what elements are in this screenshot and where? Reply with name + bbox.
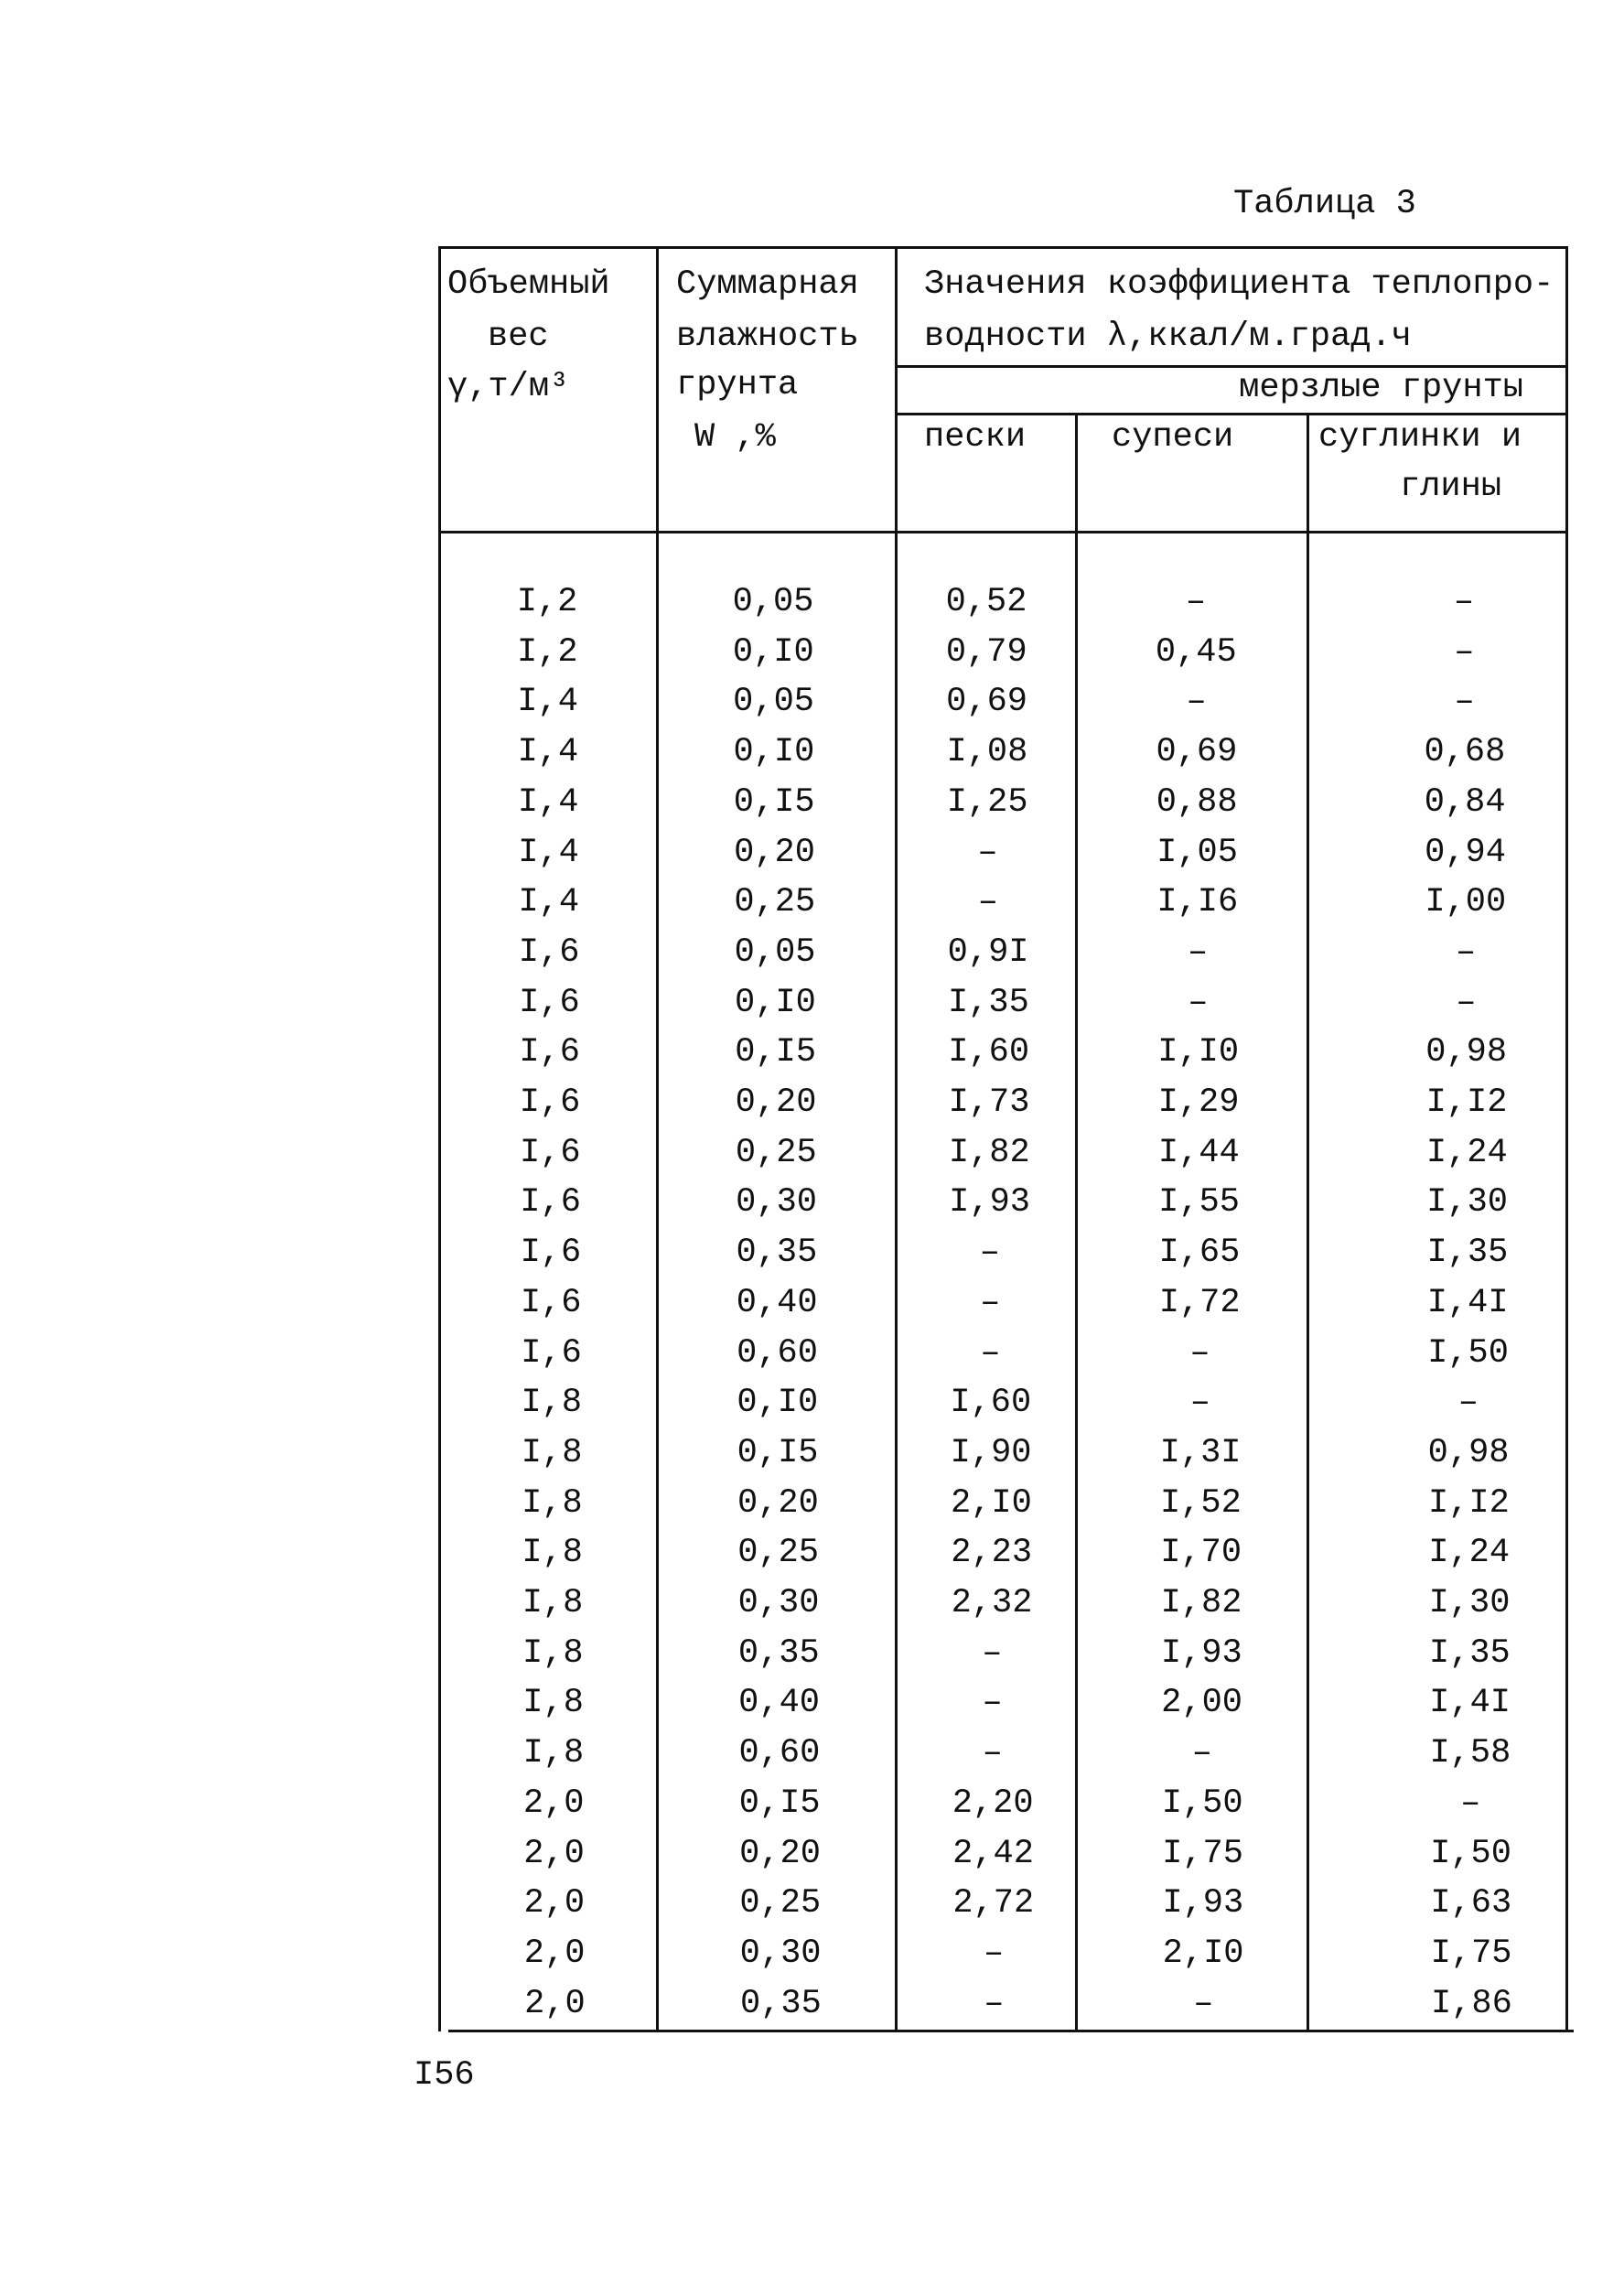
cell-volume-weight: I,8 bbox=[522, 1734, 585, 1773]
cell-sandy-loams: – bbox=[1187, 932, 1209, 972]
cell-volume-weight: I,8 bbox=[521, 1433, 583, 1472]
cell-moisture: 0,I0 bbox=[737, 1384, 819, 1423]
cell-sands: 2,23 bbox=[951, 1534, 1033, 1573]
cell-volume-weight: I,4 bbox=[517, 733, 579, 772]
cell-loams-clays: – bbox=[1457, 1384, 1479, 1423]
cell-volume-weight: I,4 bbox=[517, 683, 578, 722]
cell-loams-clays: I,30 bbox=[1426, 1183, 1509, 1223]
cell-sandy-loams: I,52 bbox=[1159, 1483, 1242, 1523]
cell-moisture: 0,35 bbox=[737, 1633, 820, 1673]
cell-volume-weight: I,6 bbox=[519, 1133, 581, 1172]
table-top-border bbox=[438, 246, 1567, 249]
column-divider-4 bbox=[1307, 413, 1309, 2031]
cell-loams-clays: I,I2 bbox=[1425, 1083, 1508, 1122]
cell-volume-weight: I,6 bbox=[520, 1283, 582, 1322]
cell-sands: 0,52 bbox=[945, 583, 1027, 621]
cell-sands: I,35 bbox=[947, 983, 1029, 1022]
cell-loams-clays: – bbox=[1456, 983, 1477, 1022]
cell-loams-clays: I,4I bbox=[1429, 1684, 1511, 1723]
table-right-border bbox=[1565, 246, 1568, 2031]
cell-volume-weight: I,8 bbox=[522, 1633, 584, 1673]
cell-sandy-loams: 0,88 bbox=[1156, 782, 1238, 822]
cell-moisture: 0,I5 bbox=[738, 1783, 821, 1823]
header-divider-group bbox=[895, 365, 1567, 368]
cell-moisture: 0,60 bbox=[737, 1333, 818, 1373]
cell-sands: I,60 bbox=[950, 1384, 1032, 1423]
cell-sandy-loams: I,55 bbox=[1158, 1183, 1241, 1223]
cell-moisture: 0,I5 bbox=[737, 1433, 819, 1472]
header-bottom-border bbox=[438, 531, 1567, 533]
header-moisture: грунта bbox=[676, 366, 799, 404]
cell-loams-clays: 0,98 bbox=[1425, 1033, 1508, 1072]
cell-moisture: 0,25 bbox=[737, 1534, 820, 1573]
page-number: I56 bbox=[414, 2056, 475, 2095]
cell-sands: 0,69 bbox=[946, 683, 1028, 722]
cell-sandy-loams: I,05 bbox=[1156, 833, 1238, 872]
cell-moisture: 0,25 bbox=[735, 1133, 817, 1172]
cell-loams-clays: I,35 bbox=[1428, 1633, 1511, 1673]
cell-sands: I,90 bbox=[950, 1433, 1032, 1472]
cell-moisture: 0,05 bbox=[732, 583, 814, 621]
cell-volume-weight: 2,0 bbox=[524, 1984, 586, 2023]
cell-sands: 2,I0 bbox=[950, 1483, 1032, 1523]
cell-sands: 2,32 bbox=[951, 1584, 1033, 1622]
cell-sandy-loams: I,29 bbox=[1157, 1083, 1240, 1122]
cell-moisture: 0,30 bbox=[736, 1183, 818, 1223]
cell-loams-clays: I,24 bbox=[1425, 1133, 1508, 1172]
cell-sandy-loams: I,44 bbox=[1157, 1133, 1240, 1172]
table-label: Таблица 3 bbox=[1233, 185, 1416, 223]
cell-sandy-loams: I,I6 bbox=[1156, 883, 1239, 922]
cell-sandy-loams: I,50 bbox=[1161, 1783, 1243, 1823]
cell-sands: I,73 bbox=[948, 1083, 1030, 1122]
header-divider-subgroup bbox=[895, 413, 1567, 415]
cell-sandy-loams: 0,69 bbox=[1156, 733, 1238, 772]
cell-moisture: 0,20 bbox=[735, 1083, 817, 1122]
cell-volume-weight: I,8 bbox=[522, 1483, 583, 1523]
cell-sands: 2,42 bbox=[952, 1834, 1034, 1873]
cell-moisture: 0,35 bbox=[739, 1984, 822, 2023]
header-group-title: водности λ,ккал/м.град.ч bbox=[924, 318, 1412, 356]
cell-sands: – bbox=[980, 1333, 1001, 1373]
cell-sandy-loams: 2,I0 bbox=[1162, 1934, 1244, 1973]
cell-volume-weight: I,2 bbox=[516, 632, 578, 672]
cell-volume-weight: I,6 bbox=[520, 1183, 581, 1223]
cell-sandy-loams: I,3I bbox=[1159, 1433, 1242, 1472]
header-moisture-unit: W ,% bbox=[694, 418, 776, 457]
cell-sandy-loams: – bbox=[1188, 983, 1209, 1022]
cell-moisture: 0,60 bbox=[738, 1734, 821, 1773]
cell-loams-clays: 0,68 bbox=[1424, 733, 1506, 772]
cell-volume-weight: I,4 bbox=[518, 833, 579, 872]
cell-sands: – bbox=[977, 833, 998, 872]
cell-sandy-loams: I,75 bbox=[1162, 1834, 1243, 1873]
cell-sandy-loams: – bbox=[1191, 1734, 1212, 1773]
header-moisture: влажность bbox=[676, 318, 859, 356]
cell-sands: 2,20 bbox=[952, 1783, 1034, 1823]
cell-sandy-loams: I,93 bbox=[1162, 1884, 1244, 1923]
cell-loams-clays: I,50 bbox=[1430, 1834, 1511, 1873]
cell-moisture: 0,20 bbox=[739, 1834, 821, 1873]
cell-volume-weight: 2,0 bbox=[522, 1783, 585, 1823]
cell-volume-weight: I,8 bbox=[522, 1684, 584, 1723]
cell-moisture: 0,I0 bbox=[732, 632, 814, 672]
cell-sandy-loams: – bbox=[1193, 1984, 1214, 2023]
cell-volume-weight: I,6 bbox=[519, 1083, 581, 1122]
cell-loams-clays: – bbox=[1460, 1783, 1481, 1823]
cell-loams-clays: I,00 bbox=[1425, 883, 1507, 922]
cell-sandy-loams: 2,00 bbox=[1161, 1684, 1243, 1723]
header-loams-clays: суглинки и bbox=[1318, 418, 1522, 457]
cell-sands: 2,72 bbox=[952, 1884, 1035, 1923]
header-volume-weight-unit: γ,т/м³ bbox=[447, 368, 570, 406]
cell-moisture: 0,30 bbox=[737, 1584, 820, 1622]
cell-volume-weight: 2,0 bbox=[523, 1934, 586, 1973]
cell-volume-weight: I,8 bbox=[522, 1534, 583, 1573]
cell-moisture: 0,20 bbox=[734, 833, 815, 872]
cell-loams-clays: – bbox=[1453, 583, 1475, 621]
table-bottom-border bbox=[448, 2030, 1574, 2032]
cell-sandy-loams: I,93 bbox=[1160, 1633, 1242, 1673]
cell-loams-clays: – bbox=[1454, 632, 1475, 672]
cell-volume-weight: I,2 bbox=[516, 583, 578, 621]
cell-sands: I,25 bbox=[946, 782, 1028, 822]
cell-loams-clays: 0,84 bbox=[1424, 782, 1506, 822]
cell-sands: I,08 bbox=[946, 733, 1028, 772]
cell-loams-clays: I,50 bbox=[1427, 1333, 1509, 1373]
cell-sandy-loams: – bbox=[1189, 1384, 1210, 1423]
cell-volume-weight: I,6 bbox=[520, 1234, 582, 1273]
cell-volume-weight: I,6 bbox=[521, 1333, 582, 1373]
cell-volume-weight: I,8 bbox=[521, 1384, 583, 1423]
cell-volume-weight: I,8 bbox=[522, 1584, 584, 1622]
cell-volume-weight: I,6 bbox=[519, 983, 580, 1022]
cell-moisture: 0,I0 bbox=[733, 733, 815, 772]
cell-sandy-loams: I,72 bbox=[1158, 1283, 1241, 1322]
cell-volume-weight: 2,0 bbox=[523, 1884, 586, 1923]
cell-sands: I,82 bbox=[948, 1133, 1030, 1172]
cell-moisture: 0,30 bbox=[739, 1934, 822, 1973]
cell-sandy-loams: I,82 bbox=[1160, 1584, 1242, 1622]
cell-sandy-loams: – bbox=[1189, 1333, 1210, 1373]
cell-loams-clays: I,4I bbox=[1426, 1283, 1509, 1322]
cell-sands: – bbox=[980, 1283, 1001, 1322]
cell-sands: 0,9I bbox=[947, 932, 1029, 972]
table-left-border bbox=[438, 246, 441, 2031]
cell-moisture: 0,25 bbox=[739, 1884, 822, 1923]
cell-sands: – bbox=[982, 1684, 1003, 1723]
cell-moisture: 0,20 bbox=[737, 1483, 819, 1523]
cell-loams-clays: I,24 bbox=[1428, 1534, 1511, 1573]
header-sandy-loams: супеси bbox=[1112, 418, 1234, 457]
column-divider-3 bbox=[1075, 413, 1078, 2031]
cell-volume-weight: I,4 bbox=[517, 782, 579, 822]
cell-sandy-loams: 0,45 bbox=[1155, 632, 1237, 672]
cell-loams-clays: I,58 bbox=[1429, 1734, 1511, 1773]
header-volume-weight: вес bbox=[488, 318, 549, 356]
cell-sands: – bbox=[982, 1734, 1003, 1773]
cell-sands: I,60 bbox=[948, 1033, 1030, 1072]
column-divider-2 bbox=[895, 246, 898, 2031]
cell-moisture: 0,40 bbox=[738, 1684, 821, 1723]
cell-moisture: 0,40 bbox=[736, 1283, 818, 1322]
cell-sandy-loams: – bbox=[1185, 583, 1207, 621]
header-group-title: Значения коэффициента теплопро- bbox=[924, 265, 1554, 304]
header-volume-weight: Объемный bbox=[447, 265, 610, 304]
cell-sands: – bbox=[977, 883, 998, 922]
cell-loams-clays: I,30 bbox=[1428, 1584, 1511, 1622]
cell-sands: – bbox=[983, 1934, 1005, 1973]
cell-sands: – bbox=[982, 1633, 1003, 1673]
cell-volume-weight: I,6 bbox=[518, 932, 580, 972]
cell-moisture: 0,25 bbox=[734, 883, 816, 922]
cell-volume-weight: I,4 bbox=[518, 883, 580, 922]
cell-moisture: 0,I5 bbox=[735, 1033, 817, 1072]
cell-moisture: 0,05 bbox=[733, 683, 815, 722]
cell-moisture: 0,I0 bbox=[734, 983, 816, 1022]
cell-loams-clays: I,I2 bbox=[1427, 1483, 1510, 1523]
cell-loams-clays: 0,98 bbox=[1427, 1433, 1510, 1472]
cell-loams-clays: I,75 bbox=[1430, 1934, 1512, 1973]
cell-loams-clays: I,35 bbox=[1426, 1234, 1509, 1273]
cell-sandy-loams: I,65 bbox=[1158, 1234, 1241, 1273]
cell-moisture: 0,35 bbox=[736, 1234, 818, 1273]
header-moisture: Суммарная bbox=[676, 265, 859, 304]
cell-loams-clays: I,86 bbox=[1430, 1984, 1512, 2023]
header-subgroup: мерзлые грунты bbox=[1239, 369, 1523, 407]
column-divider-1 bbox=[656, 246, 659, 2031]
cell-sands: – bbox=[984, 1984, 1005, 2023]
cell-loams-clays: 0,94 bbox=[1425, 833, 1506, 872]
cell-sandy-loams: I,I0 bbox=[1157, 1033, 1240, 1072]
cell-loams-clays: – bbox=[1455, 932, 1477, 972]
cell-sands: – bbox=[979, 1234, 1000, 1273]
cell-sandy-loams: I,70 bbox=[1160, 1534, 1242, 1573]
cell-sandy-loams: – bbox=[1186, 683, 1207, 722]
header-sands: пески bbox=[924, 418, 1027, 457]
cell-loams-clays: – bbox=[1454, 683, 1475, 722]
cell-volume-weight: 2,0 bbox=[523, 1834, 585, 1873]
cell-volume-weight: I,6 bbox=[519, 1033, 580, 1072]
header-loams-clays: глины bbox=[1400, 468, 1502, 506]
cell-moisture: 0,05 bbox=[734, 932, 816, 972]
cell-sands: 0,79 bbox=[945, 632, 1027, 672]
cell-sands: I,93 bbox=[949, 1183, 1031, 1223]
cell-moisture: 0,I5 bbox=[733, 782, 815, 822]
cell-loams-clays: I,63 bbox=[1430, 1884, 1512, 1923]
